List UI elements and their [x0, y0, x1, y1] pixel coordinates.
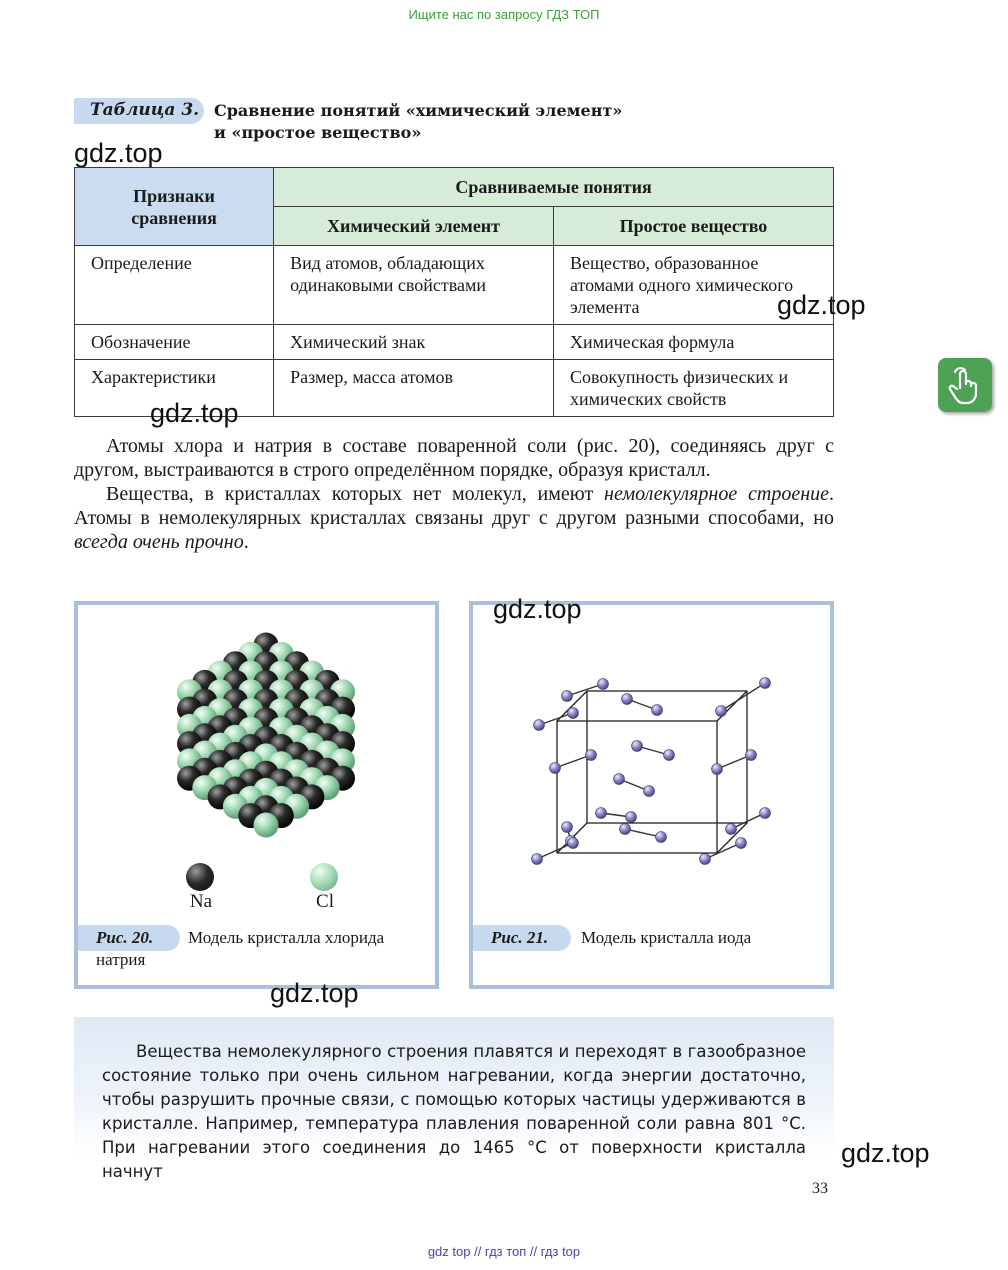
table-caption-label-text: Таблица 3.: [90, 100, 200, 120]
figure-21: [469, 601, 834, 989]
iodine-atom: [656, 832, 667, 843]
iodine-bond: [537, 843, 573, 859]
iodine-bond: [721, 683, 765, 711]
page-number: 33: [812, 1180, 828, 1197]
iodine-atom: [644, 786, 655, 797]
col-group-header: Сравниваемые понятия: [274, 168, 834, 207]
fig21-caption-label-text: Рис. 21.: [491, 928, 549, 947]
col-header-substance: Простое вещество: [553, 207, 833, 246]
row-sign: Определение: [75, 246, 274, 325]
iodine-atom: [620, 824, 631, 835]
figure-20: [74, 601, 439, 989]
row-substance: Совокупность физических и химических свойств: [553, 360, 833, 417]
legend-cl: Cl: [316, 891, 334, 912]
table-caption-line2: и «простое вещество»: [214, 123, 422, 142]
iodine-atom: [712, 764, 723, 775]
cl-atom: [254, 813, 279, 838]
p2-part-c: .: [243, 531, 249, 553]
row-element: Размер, масса атомов: [274, 360, 554, 417]
fig20-caption: Модель кристалла хлорида натрия: [96, 928, 385, 969]
footer-links[interactable]: gdz top // гдз топ // гдз top: [427, 1244, 581, 1259]
iodine-atom: [568, 838, 579, 849]
iodine-crystal-model: [473, 605, 830, 905]
body-text: [74, 434, 834, 554]
note-paragraph: Вещества немолекулярного строения плавятся и переходят в газообразное состояние только при очень сильном нагревании, когда энергии достаточно, чтобы разрушить прочные связи, с помощью которых частицы удерживаются в кристалле. Например, температура плавления поваренной соли равна 801 °С. При нагревании этого соединения до 1465 °С от поверхности кристалла начнут: [102, 1042, 806, 1181]
row-element: Химический знак: [274, 325, 554, 360]
row-substance: Вещество, образованное атомами одного химического элемента: [553, 246, 833, 325]
watermark: gdz.top: [841, 1138, 930, 1168]
col-header-sign-text: Признаки сравнения: [131, 185, 217, 228]
iodine-atom: [632, 741, 643, 752]
iodine-atom: [736, 838, 747, 849]
iodine-atom: [664, 750, 675, 761]
iodine-atom: [622, 694, 633, 705]
iodine-atom: [746, 750, 757, 761]
iodine-atom: [534, 720, 545, 731]
row-substance: Химическая формула: [553, 325, 833, 360]
table-caption-label: [74, 98, 204, 124]
iodine-atom: [760, 808, 771, 819]
watermark: gdz.top: [74, 138, 163, 168]
row-element: Вид атомов, обладающих одинаковыми свойствами: [274, 246, 554, 325]
watermark: gdz.top: [493, 594, 582, 624]
iodine-atom: [596, 808, 607, 819]
watermark: gdz.top: [777, 290, 866, 320]
iodine-atom: [598, 679, 609, 690]
iodine-atom: [626, 812, 637, 823]
iodine-atom: [586, 750, 597, 761]
row-sign: Характеристики: [75, 360, 274, 417]
watermark: gdz.top: [270, 978, 359, 1008]
cl-atom-icon: [310, 863, 338, 891]
iodine-atom: [614, 774, 625, 785]
paragraph-2: [74, 482, 834, 554]
nacl-crystal-model: [78, 605, 435, 905]
watermark: gdz.top: [150, 398, 239, 428]
table-row: [75, 246, 834, 325]
paragraph-1: Атомы хлора и натрия в составе поваренной соли (рис. 20), соединяясь друг с другом, выстраиваются в строго определённом порядке, образуя кристалл.: [74, 435, 834, 481]
iodine-atom: [700, 854, 711, 865]
iodine-atom: [726, 824, 737, 835]
table-caption-title: [214, 100, 622, 144]
iodine-atom: [562, 822, 573, 833]
iodine-atom: [562, 691, 573, 702]
note-text: [102, 1040, 806, 1184]
fig20-caption-label-text: Рис. 20.: [96, 928, 154, 947]
iodine-bond: [705, 843, 741, 859]
comparison-table: [74, 167, 834, 417]
hand-pointer-icon: [938, 358, 992, 412]
iodine-atom: [568, 708, 579, 719]
table-row: [75, 325, 834, 360]
iodine-atom: [652, 705, 663, 716]
row-sign: Обозначение: [75, 325, 274, 360]
col-header-sign: [75, 168, 274, 246]
iodine-atom: [716, 706, 727, 717]
col-header-element: Химический элемент: [274, 207, 554, 246]
iodine-atom: [760, 678, 771, 689]
hand-pointer-button[interactable]: [938, 358, 992, 412]
top-banner: Ищите нас по запросу ГДЗ ТОП: [408, 7, 600, 22]
iodine-atom: [550, 763, 561, 774]
p2-emphasis-2: всегда очень прочно: [74, 531, 244, 553]
iodine-atom: [532, 854, 543, 865]
fig21-caption-label: [473, 925, 571, 951]
p2-part-b: . Атомы в немолекулярных кристаллах связаны друг с другом разными способами, но: [74, 483, 834, 529]
fig21-caption: Модель кристалла иода: [581, 928, 752, 947]
na-atom-icon: [186, 863, 214, 891]
p2-emphasis-1: немолекулярное строение: [604, 483, 829, 505]
legend-na: Na: [189, 891, 213, 912]
table-caption-line1: Сравнение понятий «химический элемент»: [214, 101, 623, 120]
p2-part-a: Вещества, в кристаллах которых нет молекул, имеют: [106, 483, 605, 505]
